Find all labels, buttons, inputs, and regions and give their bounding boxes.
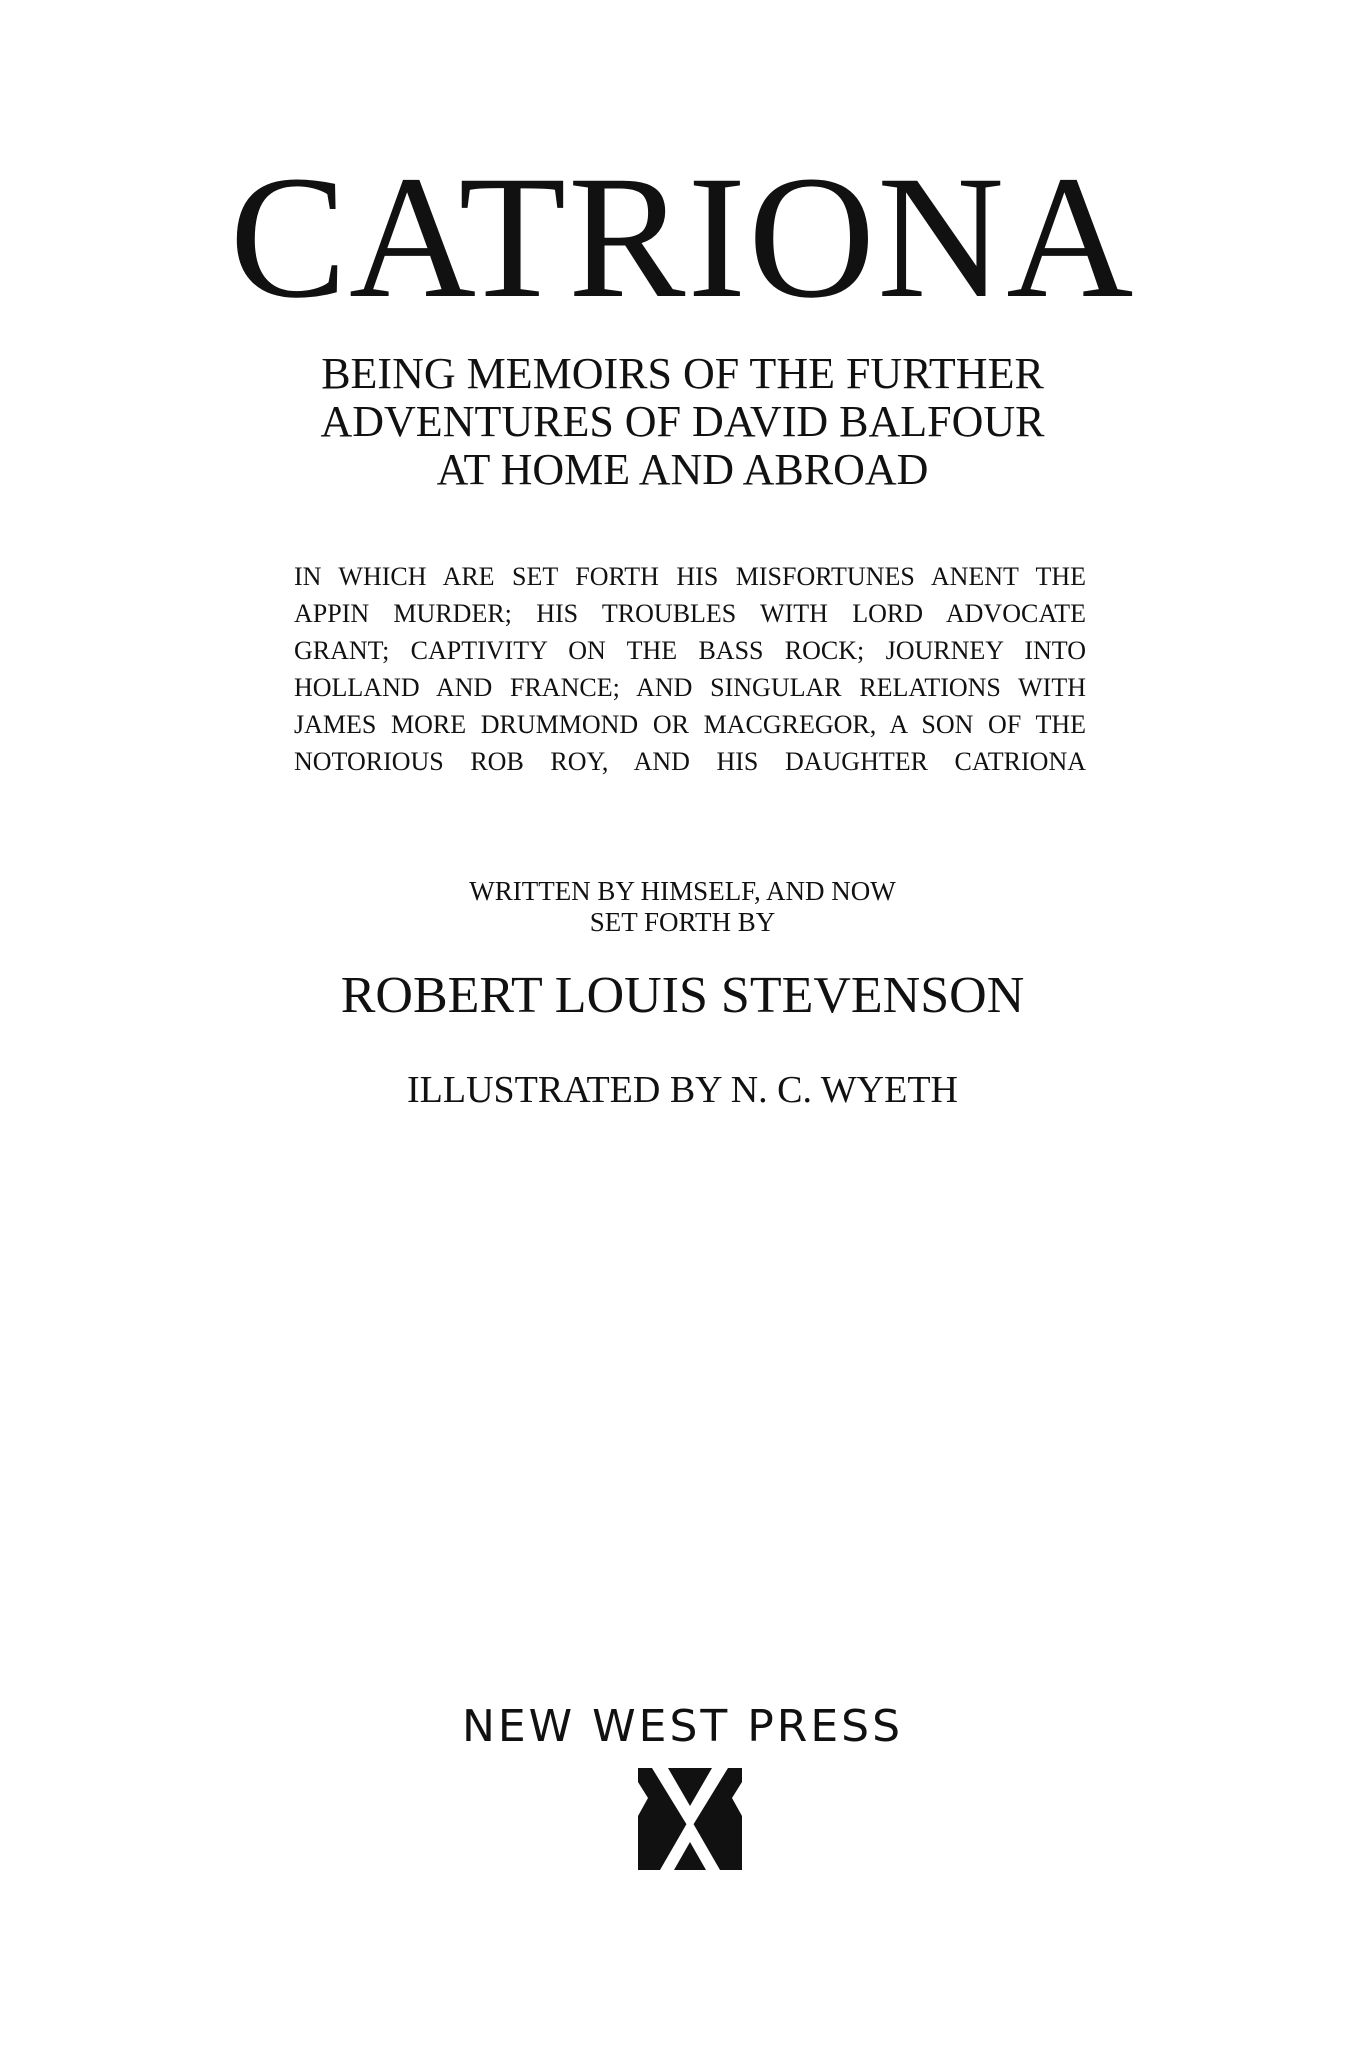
author-name: ROBERT LOUIS STEVENSON xyxy=(340,967,1025,1024)
written-by xyxy=(0,876,1365,938)
written-line: WRITTEN BY HIMSELF, AND NOW xyxy=(469,876,896,906)
description-line: NOTORIOUS ROB ROY, AND HIS DAUGHTER CATRIONA xyxy=(294,747,1086,776)
subtitle-line: AT HOME AND ABROAD xyxy=(436,445,929,494)
illustrator-credit: ILLUSTRATED BY N. C. WYETH xyxy=(407,1069,958,1111)
description-line: GRANT; CAPTIVITY ON THE BASS ROCK; JOURNEY INTO xyxy=(294,636,1086,665)
subtitle-line: BEING MEMOIRS OF THE FURTHER xyxy=(321,349,1044,398)
publisher-logo-icon xyxy=(638,1768,742,1870)
written-line: SET FORTH BY xyxy=(589,907,776,937)
description-line: APPIN MURDER; HIS TROUBLES WITH LORD ADVOCATE xyxy=(294,599,1086,628)
book-title: CATRIONA xyxy=(229,140,1136,335)
publisher-name: NEW WEST PRESS xyxy=(461,1701,904,1752)
book-description xyxy=(294,558,1086,780)
description-line: IN WHICH ARE SET FORTH HIS MISFORTUNES ANENT THE xyxy=(294,562,1086,591)
description-line: HOLLAND AND FRANCE; AND SINGULAR RELATIONS WITH xyxy=(294,673,1086,702)
subtitle-line: ADVENTURES OF DAVID BALFOUR xyxy=(320,397,1045,446)
book-subtitle xyxy=(0,350,1365,494)
description-line: JAMES MORE DRUMMOND OR MACGREGOR, A SON OF THE xyxy=(294,710,1086,739)
